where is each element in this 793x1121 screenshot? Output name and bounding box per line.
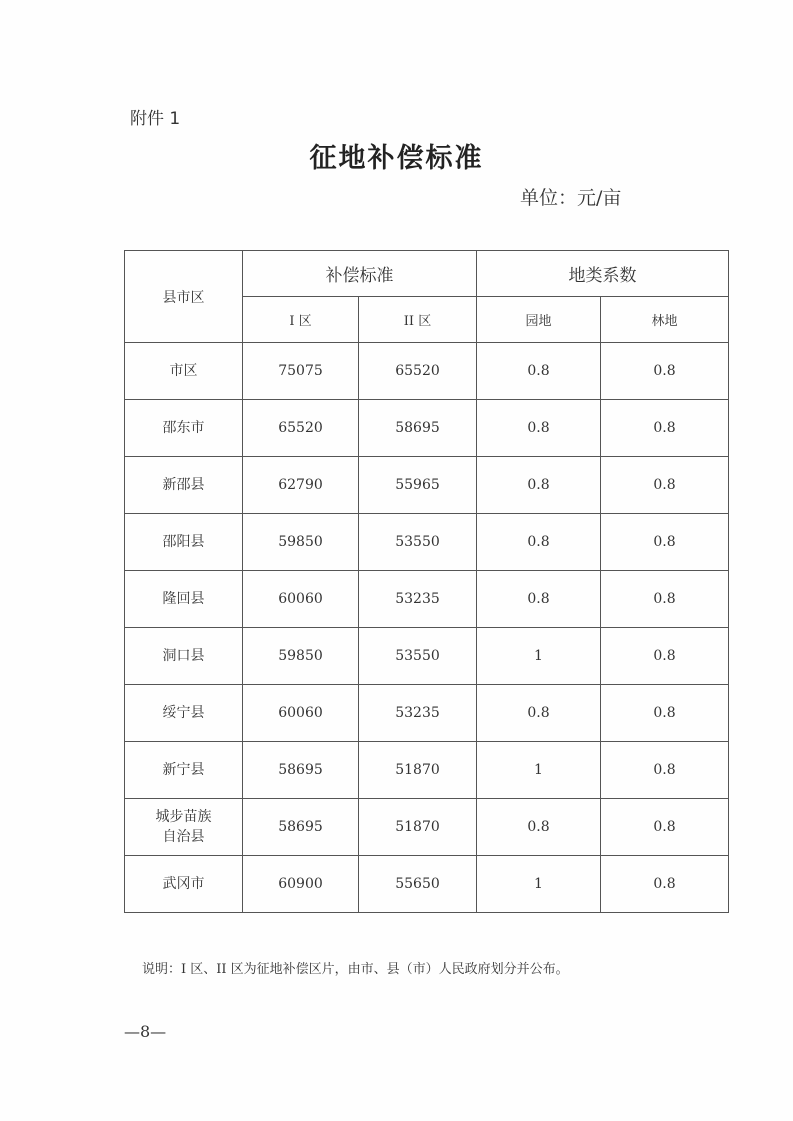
zone1-value: 58695: [243, 742, 359, 799]
table-row: [125, 742, 729, 799]
attachment-label: 附件 1: [130, 109, 181, 129]
footnote: 说明：I 区、II 区为征地补偿区片，由市、县（市）人民政府划分并公布。: [142, 962, 569, 977]
county-name: [125, 799, 243, 856]
forest-coefficient: 0.8: [601, 628, 729, 685]
zone2-value: 53235: [359, 571, 477, 628]
garden-coefficient: 0.8: [477, 343, 601, 400]
table-row: [125, 343, 729, 400]
county-name: 新宁县: [125, 742, 243, 799]
garden-coefficient: 0.8: [477, 457, 601, 514]
table-row: [125, 685, 729, 742]
zone1-value: 62790: [243, 457, 359, 514]
county-name: 隆回县: [125, 571, 243, 628]
garden-coefficient: 0.8: [477, 514, 601, 571]
garden-coefficient: 1: [477, 856, 601, 913]
table-row: [125, 628, 729, 685]
table-row: [125, 514, 729, 571]
zone2-value: 53550: [359, 628, 477, 685]
table-row: [125, 571, 729, 628]
zone1-value: 60900: [243, 856, 359, 913]
county-name: 绥宁县: [125, 685, 243, 742]
zone2-value: 55965: [359, 457, 477, 514]
garden-coefficient: 0.8: [477, 799, 601, 856]
compensation-group-header: 补偿标准: [243, 251, 477, 297]
forest-coefficient: 0.8: [601, 457, 729, 514]
garden-coefficient: 0.8: [477, 571, 601, 628]
zone1-value: 59850: [243, 628, 359, 685]
garden-coefficient: 1: [477, 628, 601, 685]
zone1-header: I 区: [243, 297, 359, 343]
zone1-value: 59850: [243, 514, 359, 571]
garden-coefficient: 0.8: [477, 685, 601, 742]
county-name: 新邵县: [125, 457, 243, 514]
zone2-value: 55650: [359, 856, 477, 913]
forest-coefficient: 0.8: [601, 799, 729, 856]
county-name: 邵东市: [125, 400, 243, 457]
page-title: 征地补偿标准: [309, 143, 484, 174]
zone2-value: 51870: [359, 742, 477, 799]
county-name: 邵阳县: [125, 514, 243, 571]
forest-coefficient: 0.8: [601, 343, 729, 400]
zone2-value: 51870: [359, 799, 477, 856]
page-number: —8—: [124, 1022, 167, 1041]
forest-header: 林地: [601, 297, 729, 343]
zone1-value: 60060: [243, 685, 359, 742]
coefficient-group-header: 地类系数: [477, 251, 729, 297]
garden-header: 园地: [477, 297, 601, 343]
garden-coefficient: 1: [477, 742, 601, 799]
zone2-value: 58695: [359, 400, 477, 457]
forest-coefficient: 0.8: [601, 856, 729, 913]
forest-coefficient: 0.8: [601, 571, 729, 628]
county-name: 武冈市: [125, 856, 243, 913]
zone2-value: 65520: [359, 343, 477, 400]
county-name: 市区: [125, 343, 243, 400]
county-name: 洞口县: [125, 628, 243, 685]
forest-coefficient: 0.8: [601, 400, 729, 457]
forest-coefficient: 0.8: [601, 514, 729, 571]
table-row: [125, 856, 729, 913]
table-row: [125, 400, 729, 457]
zone1-value: 60060: [243, 571, 359, 628]
zone1-value: 65520: [243, 400, 359, 457]
table-row: [125, 457, 729, 514]
zone2-header: II 区: [359, 297, 477, 343]
table-row: [125, 799, 729, 856]
compensation-table: [124, 250, 729, 913]
unit-label: 单位：元/亩: [520, 187, 622, 209]
county-name-line1: 城步苗族: [155, 809, 212, 825]
forest-coefficient: 0.8: [601, 742, 729, 799]
zone2-value: 53550: [359, 514, 477, 571]
zone1-value: 58695: [243, 799, 359, 856]
forest-coefficient: 0.8: [601, 685, 729, 742]
garden-coefficient: 0.8: [477, 400, 601, 457]
county-name-line2: 自治县: [162, 829, 205, 845]
zone1-value: 75075: [243, 343, 359, 400]
county-header: 县市区: [125, 251, 243, 343]
zone2-value: 53235: [359, 685, 477, 742]
